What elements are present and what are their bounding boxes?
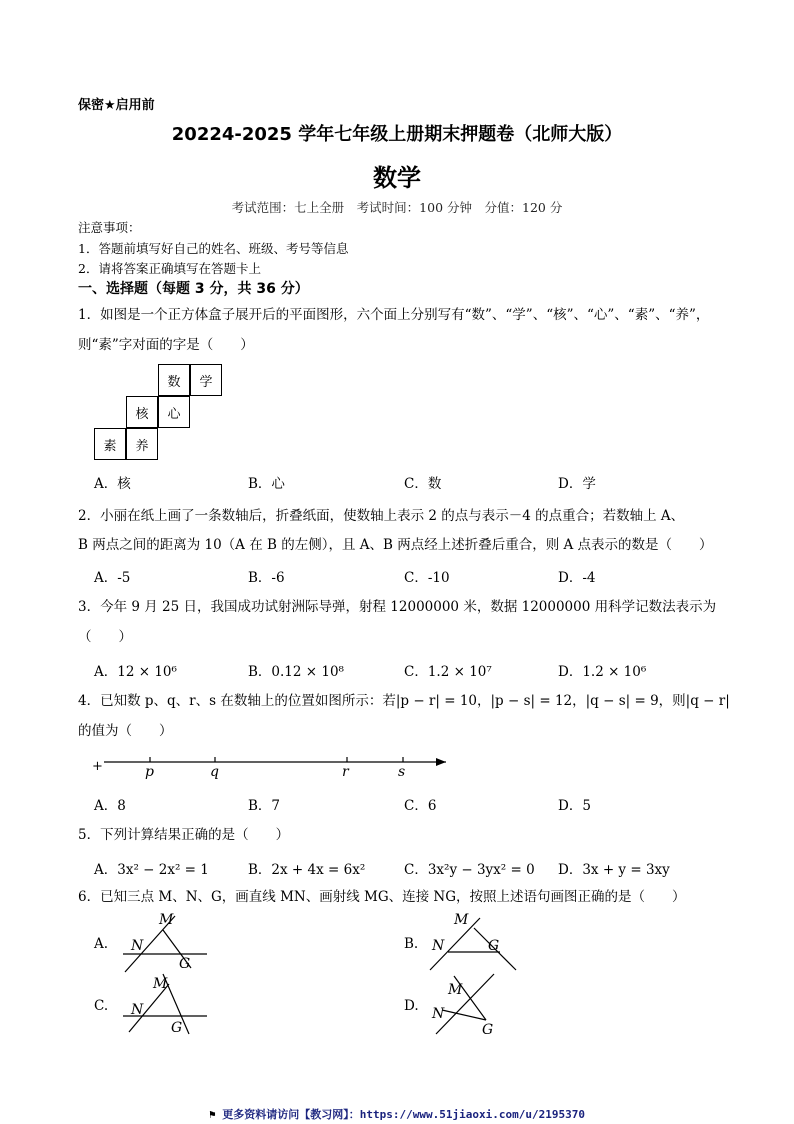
- option-c: C．3x²y − 3yx² = 0: [404, 862, 535, 878]
- point-label-m: M: [454, 912, 469, 928]
- option-b: B．-6: [248, 570, 285, 586]
- option-b-figure: [424, 908, 524, 974]
- axis-label-s: s: [398, 764, 406, 780]
- question-6-stem: 6．已知三点 M、N、G，画直线 MN、画射线 MG、连接 NG，按照上述语句画图正确的是（ ）: [78, 889, 686, 905]
- question-5-stem: 5．下列计算结果正确的是（ ）: [78, 827, 290, 843]
- option-d: D．-4: [558, 570, 596, 586]
- axis-plus-sign: +: [92, 759, 103, 774]
- option-c: C．数: [404, 476, 442, 492]
- axis-label-q: q: [210, 764, 219, 780]
- question-3-stem: 3．今年 9 月 25 日，我国成功试射洲际导弹，射程 12000000 米，数据 12000000 用科学记数法表示为: [78, 599, 717, 615]
- point-label-m: M: [153, 976, 168, 992]
- option-d: D．学: [558, 476, 596, 492]
- confidential-label: 保密★启用前: [78, 98, 155, 113]
- point-label-g: G: [482, 1022, 494, 1036]
- point-label-g: G: [488, 938, 500, 954]
- axis-label-r: r: [342, 764, 349, 780]
- option-c: C．-10: [404, 570, 450, 586]
- option-a: A．12 × 10⁶: [94, 664, 177, 680]
- question-2-stem: 2．小丽在纸上画了一条数轴后，折叠纸面，使数轴上表示 2 的点与表示－4 的点重合；若数轴上 A、: [78, 508, 685, 524]
- point-label-n: N: [432, 1006, 445, 1022]
- axis-label-p: p: [145, 764, 154, 780]
- option-d-figure: [424, 970, 524, 1036]
- option-a: A．8: [94, 798, 126, 814]
- point-label-g: G: [171, 1020, 183, 1036]
- option-b: B．0.12 × 10⁸: [248, 664, 344, 680]
- option-b: B．心: [248, 476, 285, 492]
- note-item: 2．请将答案正确填写在答题卡上: [78, 261, 261, 276]
- question-2-stem: B 两点之间的距离为 10（A 在 B 的左侧），且 A、B 两点经上述折叠后重合，则 A 点表示的数是（ ）: [78, 537, 713, 553]
- option-a-figure: [115, 908, 215, 974]
- question-3-stem: （ ）: [78, 629, 132, 645]
- notes-heading: 注意事项：: [78, 220, 141, 235]
- question-4-stem: 的值为（ ）: [78, 723, 173, 739]
- exam-title: 20224-2025 学年七年级上册期末押题卷（北师大版）: [171, 124, 623, 145]
- footer-text: 更多资料请访问【教习网】：https://www.51jiaoxi.com/u/2195370: [215, 1108, 585, 1121]
- question-1-stem: 1．如图是一个正方体盒子展开后的平面图形，六个面上分别写有“数”、“学”、“核”、“心”、“素”、“养”，: [78, 307, 710, 323]
- option-a: A．核: [94, 476, 131, 492]
- exam-meta: 考试范围：七上全册 考试时间：100 分钟 分值：120 分: [231, 200, 563, 215]
- point-label-n: N: [432, 938, 445, 954]
- option-a-label: A.: [94, 936, 109, 952]
- net-cell: 学: [190, 364, 222, 396]
- subject-title: 数学: [373, 164, 421, 192]
- footer-link[interactable]: [0, 1106, 794, 1122]
- option-c-figure: [115, 970, 215, 1036]
- net-cell: 心: [158, 396, 190, 428]
- option-d: D．5: [558, 798, 591, 814]
- flag-icon: ⚑: [209, 1108, 216, 1121]
- option-d-label: D.: [404, 998, 419, 1014]
- net-cell: 养: [126, 428, 158, 460]
- option-b-label: B.: [404, 936, 419, 952]
- note-item: 1．答题前填写好自己的姓名、班级、考号等信息: [78, 241, 349, 256]
- net-cell: 核: [126, 396, 158, 428]
- option-c: C．1.2 × 10⁷: [404, 664, 492, 680]
- section-heading: 一、选择题（每题 3 分，共 36 分）: [78, 281, 309, 297]
- option-c-label: C.: [94, 998, 109, 1014]
- option-d: D．1.2 × 10⁶: [558, 664, 647, 680]
- point-label-m: M: [159, 912, 174, 928]
- question-4-stem: 4．已知数 p、q、r、s 在数轴上的位置如图所示：若|p − r| = 10，|p − s| = 12，|q − s| = 9，则|q − r|: [78, 693, 730, 709]
- question-1-stem: 则“素”字对面的字是（ ）: [78, 337, 254, 353]
- option-d: D．3x + y = 3xy: [558, 862, 670, 878]
- net-cell: 数: [158, 364, 190, 396]
- point-label-n: N: [131, 1002, 144, 1018]
- number-line-figure: [90, 748, 460, 780]
- axis-arrow: [436, 758, 446, 766]
- point-label-m: M: [448, 982, 463, 998]
- option-b: B．7: [248, 798, 281, 814]
- option-c: C．6: [404, 798, 437, 814]
- point-label-g: G: [179, 956, 191, 972]
- net-cell: 素: [94, 428, 126, 460]
- option-b: B．2x + 4x = 6x²: [248, 862, 366, 878]
- cube-net-figure: [94, 364, 226, 460]
- point-label-n: N: [131, 938, 144, 954]
- option-a: A．3x² − 2x² = 1: [94, 862, 209, 878]
- option-a: A．-5: [94, 570, 131, 586]
